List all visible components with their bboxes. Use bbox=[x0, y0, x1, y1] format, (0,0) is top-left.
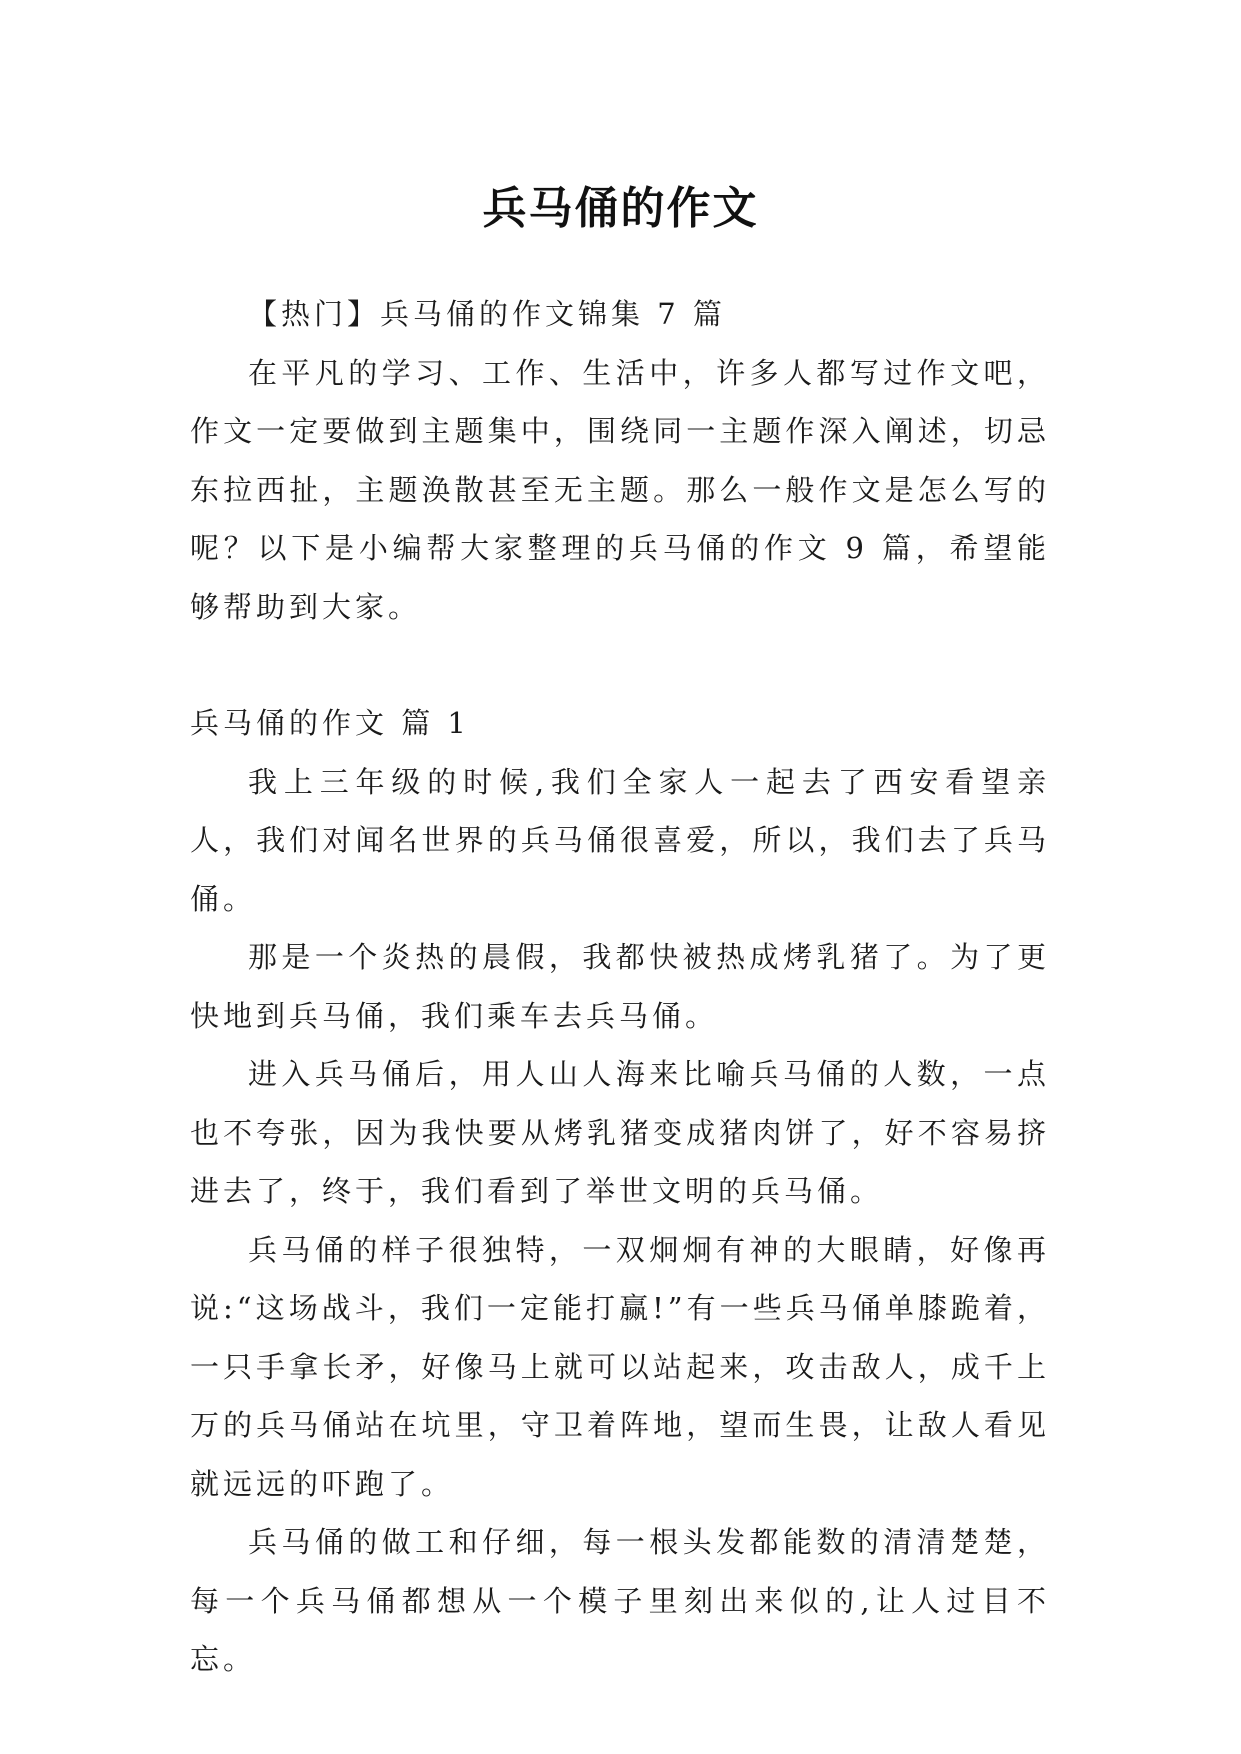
document-body bbox=[190, 285, 1050, 1689]
body-paragraph: 兵马俑的样子很独特，一双炯炯有神的大眼睛，好像再说:“这场战斗，我们一定能打赢!”有一些兵马俑单膝跪着，一只手拿长矛，好像马上就可以站起来，攻击敌人，成千上万的兵马俑站在坑里，守卫着阵地，望而生畏，让敌人看见就远远的吓跑了。 bbox=[190, 1232, 1050, 1501]
intro-heading: 【热门】兵马俑的作文锦集 7 篇 bbox=[248, 297, 726, 331]
document-title: 兵马俑的作文 bbox=[482, 183, 759, 235]
body-paragraph: 我上三年级的时候,我们全家人一起去了西安看望亲人，我们对闻名世界的兵马俑很喜爱，所以，我们去了兵马俑。 bbox=[190, 764, 1050, 916]
intro-paragraph: 在平凡的学习、工作、生活中，许多人都写过作文吧，作文一定要做到主题集中，围绕同一主题作深入阐述，切忌东拉西扯，主题涣散甚至无主题。那么一般作文是怎么写的呢？以下是小编帮大家整理的兵马俑的作文 9 篇，希望能够帮助到大家。 bbox=[190, 355, 1050, 624]
body-paragraph: 进入兵马俑后，用人山人海来比喻兵马俑的人数，一点也不夸张，因为我快要从烤乳猪变成猪肉饼了，好不容易挤进去了，终于，我们看到了举世文明的兵马俑。 bbox=[190, 1057, 1050, 1208]
body-paragraph: 兵马俑的做工和仔细，每一根头发都能数的清清楚楚，每一个兵马俑都想从一个模子里刻出来似的,让人过目不忘。 bbox=[190, 1525, 1050, 1676]
section-spacer bbox=[190, 636, 1050, 694]
body-paragraph: 那是一个炎热的晨假，我都快被热成烤乳猪了。为了更快地到兵马俑，我们乘车去兵马俑。 bbox=[190, 940, 1050, 1033]
section-heading: 兵马俑的作文 篇 1 bbox=[190, 706, 470, 740]
